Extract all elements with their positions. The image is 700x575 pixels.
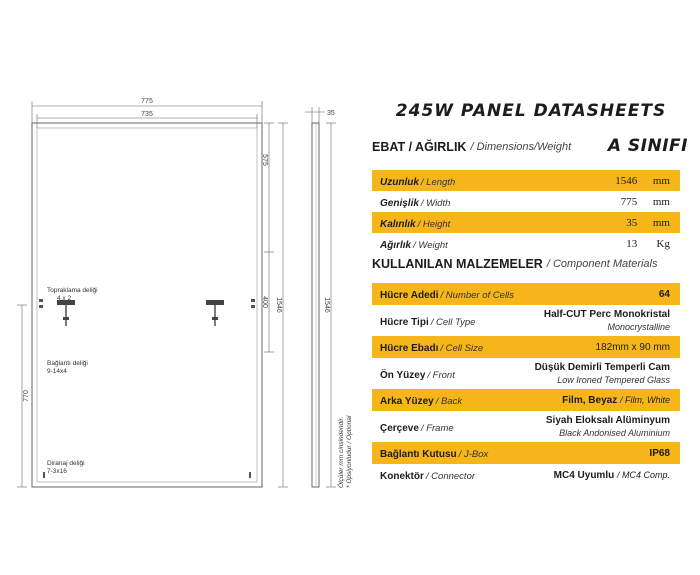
row-label: Arka Yüzey (380, 396, 434, 407)
dim-lower-offset: 770 (23, 390, 30, 402)
row-value: 1546 (615, 174, 638, 187)
materials-title-en: / Component Materials (546, 258, 658, 270)
row-label: Hücre Ebadı (380, 343, 439, 354)
row-value: Siyah Eloksalı Alüminyum (545, 415, 670, 426)
ground-hole-spec: 4 x 2 (57, 295, 72, 302)
row-value: Düşük Demirli Temperli Cam (534, 362, 670, 373)
row-unit: mm (652, 216, 670, 229)
row-label-en: / J-Box (458, 449, 489, 460)
table-row-connector (372, 464, 680, 486)
row-value-en: / Film, White (619, 394, 670, 405)
dimensions-title-en: / Dimensions/Weight (470, 141, 572, 153)
row-label: Genişlik (380, 197, 419, 209)
row-value: MC4 Uyumlu (553, 469, 615, 481)
row-value-en: / MC4 Comp. (616, 469, 670, 480)
grade-badge: A SINIFI (607, 136, 688, 156)
table-row-length (372, 170, 680, 191)
table-row-width (372, 191, 680, 212)
dimensions-table (372, 170, 680, 254)
row-value-sub: Low Ironed Tempered Glass (557, 375, 670, 385)
row-value: IP68 (649, 447, 670, 459)
row-value-sub: Black Andonised Aluminium (559, 428, 670, 438)
ground-hole-note (47, 287, 98, 303)
row-value: Film, Beyaz (562, 394, 618, 406)
row-unit: mm (652, 174, 670, 187)
row-label: Kalınlık (380, 218, 416, 230)
footnote-line2: * Opsiyonludur / Optional (346, 415, 353, 488)
table-row-cell-type (372, 305, 680, 336)
row-label: Bağlantı Kutusu (380, 449, 457, 460)
row-label-en: / Weight (413, 239, 448, 251)
row-label: Hücre Tipi (380, 316, 429, 328)
row-label-en: / Connector (425, 471, 476, 482)
panel-side-view (312, 123, 319, 487)
row-label-en: / Width (420, 197, 451, 209)
page-title: 245W PANEL DATASHEETS (395, 101, 667, 121)
drawing-footnote (338, 416, 354, 488)
row-label-en: / Height (417, 218, 451, 230)
row-label-en: / Cell Type (430, 316, 476, 328)
row-label: Ağırlık (380, 239, 412, 251)
row-value: Half-CUT Perc Monokristal (543, 309, 670, 320)
dimensions-section-title (372, 136, 571, 158)
drain-hole-spec: 7-3x16 (47, 468, 67, 475)
table-row-height (372, 212, 680, 233)
mount-hole-note (47, 360, 88, 376)
table-row-weight (372, 233, 680, 254)
dim-inner-width: 735 (141, 111, 153, 118)
ground-hole-label: Topraklama deliği (47, 287, 98, 294)
row-label-en: / Length (420, 176, 456, 188)
row-value-sub: Monocrystalline (607, 322, 670, 332)
row-unit: mm (652, 195, 670, 208)
mount-hole-label: Bağlantı deliği (47, 360, 88, 367)
dim-mid-span: 400 (261, 296, 268, 308)
drain-hole (43, 472, 45, 478)
row-label: Hücre Adedi (380, 290, 439, 301)
dim-top-offset: 575 (261, 154, 268, 166)
table-row-jbox (372, 442, 680, 464)
row-value: 182mm x 90 mm (595, 341, 670, 353)
row-value: 35 (626, 216, 638, 229)
mount-hole-spec: 9-14x4 (47, 368, 67, 375)
dim-frame-depth: 35 (327, 110, 335, 117)
row-label: Çerçeve (380, 422, 419, 434)
table-row-frame (372, 411, 680, 442)
row-unit: Kg (656, 237, 670, 250)
table-row-front (372, 358, 680, 389)
row-label-en: / Back (435, 396, 463, 407)
row-value: 64 (658, 288, 670, 300)
dim-overall-width: 775 (141, 98, 153, 105)
drain-hole-label: Diranaj deliği (47, 460, 85, 467)
row-label: Ön Yüzey (380, 369, 426, 381)
dim-side-height: 1546 (323, 297, 330, 313)
row-value: 13 (626, 237, 638, 250)
table-row-cell-count (372, 283, 680, 305)
row-label: Konektör (380, 471, 424, 482)
row-value: 775 (620, 195, 638, 208)
materials-table (372, 283, 680, 486)
row-label-en: / Front (427, 369, 455, 381)
dimensions-title-tr: EBAT / AĞIRLIK (372, 140, 467, 154)
row-label: Uzunluk (380, 176, 419, 188)
row-label-en: / Number of Cells (440, 290, 514, 301)
materials-section-title (372, 253, 658, 275)
materials-title-tr: KULLANILAN MALZEMELER (372, 257, 543, 271)
ground-hole (39, 299, 43, 302)
table-row-back (372, 389, 680, 411)
dim-height-right: 1546 (275, 297, 282, 313)
drain-hole-note (47, 460, 85, 476)
row-label-en: / Frame (420, 422, 454, 434)
datasheet (372, 0, 690, 575)
table-row-cell-size (372, 336, 680, 358)
right-mount-bracket (206, 300, 224, 305)
footnote-line1: Ölçüler mm cinsindendir. (338, 416, 345, 488)
row-label-en: / Cell Size (440, 343, 484, 354)
